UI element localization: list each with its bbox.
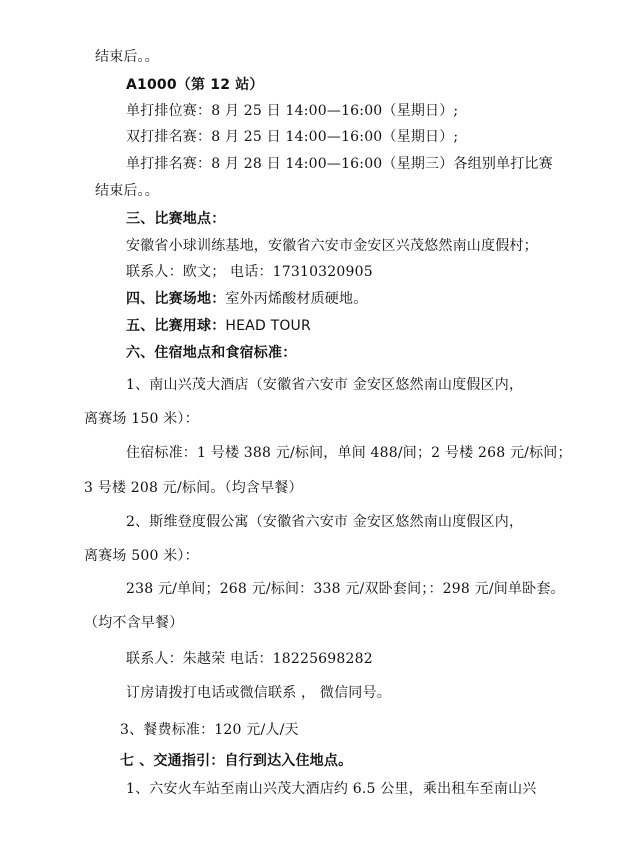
text-line-ball bbox=[126, 316, 311, 336]
text-line-booking-method: 订房请拨打电话或微信联系 ， 微信同号。 bbox=[126, 685, 391, 701]
text-line-end-2: 结束后。。 bbox=[95, 183, 159, 199]
text-line-hotel-2: 2、斯维登度假公寓（安徽省六安市 金安区悠然南山度假区内， bbox=[126, 514, 524, 530]
text-line-singles-ranking: 单打排名赛：8 月 28 日 14:00—16:00（星期三）各组别单打比赛 bbox=[126, 156, 553, 172]
text-line-transport-1: 1、六安火车站至南山兴茂大酒店约 6.5 公里，乘出租车至南山兴 bbox=[126, 781, 537, 797]
text-line-doubles-ranking: 双打排名赛：8 月 25 日 14:00—16:00（星期日）; bbox=[126, 129, 459, 145]
section-heading-transport: 七 、交通指引：自行到达入住地点。 bbox=[120, 753, 353, 769]
ball-brand-value: HEAD TOUR bbox=[225, 318, 311, 334]
text-line-hotel-2-rates: 238 元/单间；268 元/标间：338 元/双卧套间；：298 元/间单卧套。 bbox=[126, 581, 565, 597]
section-heading-ball: 五、比赛用球： bbox=[126, 318, 226, 334]
text-line-hotel-1-distance: 离赛场 150 米）： bbox=[84, 411, 199, 427]
text-line-hotel-2-distance: 离赛场 500 米）： bbox=[84, 548, 199, 564]
text-line-hotel-1-rates-cont: 3 号楼 208 元/标间。（均含早餐） bbox=[84, 480, 303, 496]
text-line-hotel-2-note: （均不含早餐） bbox=[84, 615, 184, 631]
section-heading-accommodation: 六、住宿地点和食宿标准： bbox=[126, 345, 297, 361]
text-line-court bbox=[126, 289, 367, 309]
section-heading-a1000: A1000（第 12 站） bbox=[126, 77, 264, 93]
section-heading-venue: 三、比赛地点： bbox=[126, 211, 226, 227]
text-line-singles-seeding: 单打排位赛：8 月 25 日 14:00—16:00（星期日）; bbox=[126, 103, 459, 119]
text-line-meal-rate: 3、餐费标准：120 元/人/天 bbox=[120, 722, 299, 738]
text-line-hotel-1-rates: 住宿标准：1 号楼 388 元/标间，单间 488/间；2 号楼 268 元/标间； bbox=[126, 445, 572, 461]
text-line-end-1: 结束后。。 bbox=[95, 49, 159, 65]
text-line-venue-address: 安徽省小球训练基地，安徽省六安市金安区兴茂悠然南山度假村； bbox=[126, 238, 538, 254]
court-surface-value: 室外丙烯酸材质硬地。 bbox=[225, 291, 368, 307]
text-line-booking-contact: 联系人：朱越荣 电话：18225698282 bbox=[126, 651, 373, 667]
section-heading-court: 四、比赛场地： bbox=[126, 291, 226, 307]
text-line-hotel-1: 1、南山兴茂大酒店（安徽省六安市 金安区悠然南山度假区内， bbox=[126, 377, 524, 393]
text-line-venue-contact: 联系人：欧文； 电话：17310320905 bbox=[126, 264, 373, 280]
